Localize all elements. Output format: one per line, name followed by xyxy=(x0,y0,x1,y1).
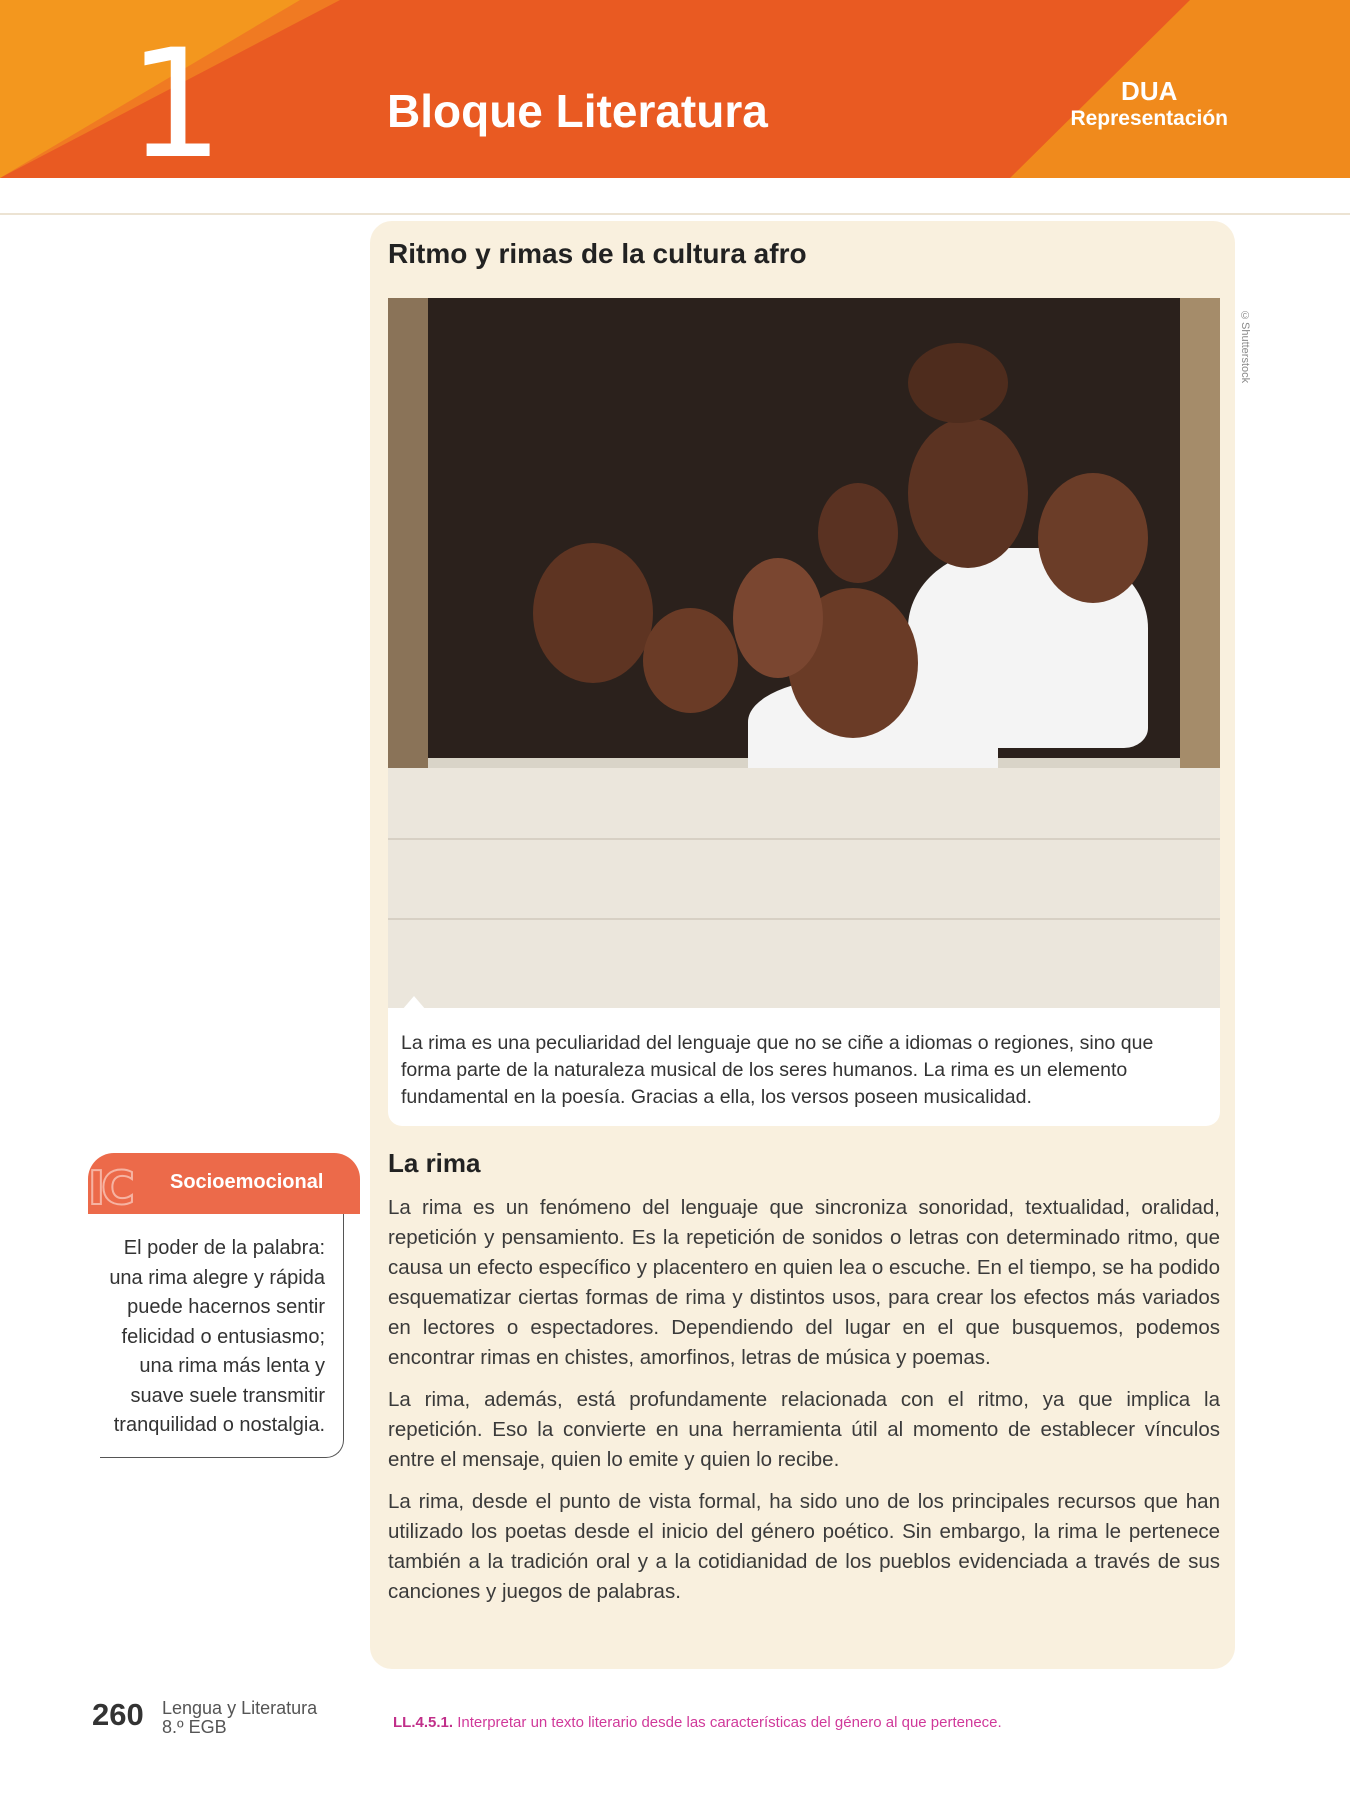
paragraph: La rima, desde el punto de vista formal, ha sido uno de los principales recursos que han utilizado los poetas desde el inicio del género poético. Sin embargo, la rima le pertenece también a la tradición oral y a la cotidianidad de los pueblos evidenciada a través de sus canciones y juegos de palabras. xyxy=(388,1490,1220,1603)
photo-wall-line xyxy=(388,838,1220,840)
socioemocional-label: Socioemocional xyxy=(170,1171,324,1193)
photo-child-face xyxy=(908,418,1028,568)
header-divider xyxy=(0,213,1350,215)
page-number: 260 xyxy=(92,1697,144,1732)
photo-child-face xyxy=(818,483,898,583)
learning-standard xyxy=(393,1714,1002,1731)
dua-label xyxy=(1070,76,1228,132)
photo-caption: La rima es una peculiaridad del lenguaje que no se ciñe a idiomas o regiones, sino que forma parte de la naturaleza musical de los seres humanos. La rima es un elemento fundamental en la poesía. Gracias a ella, los versos poseen musicalidad. xyxy=(401,1032,1154,1108)
book-subject: Lengua y Literatura xyxy=(162,1698,318,1718)
photo-child-face xyxy=(533,543,653,683)
photo-wall xyxy=(388,768,1220,1010)
paragraph: La rima, además, está profundamente relacionada con el ritmo, ya que implica la repetición. Eso la convierte en una herramienta útil al momento de establecer vínculos entre el mensaje, quien lo emite y quien lo recibe. xyxy=(388,1388,1220,1471)
photo-caption-box xyxy=(388,1008,1220,1126)
section-title: La rima xyxy=(388,1148,481,1178)
body-text xyxy=(388,1193,1220,1619)
paragraph: La rima es un fenómeno del lenguaje que sincroniza sonoridad, textualidad, oralidad, repetición y pensamiento. Es la repetición de sonidos o letras con determinado ritmo, que causa un efecto específico y placentero en quien lea o escuche. En el tiempo, se ha podido esquematizar ciertas formas de rima y distintos usos, para crear los efectos más variados en lectores o espectadores. Dependiendo del lugar en el que busquemos, podemos encontrar rimas en chistes, amorfinos, letras de música y poemas. xyxy=(388,1196,1220,1369)
photo-wall-line xyxy=(388,918,1220,920)
chapter-header xyxy=(0,0,1350,178)
ic-icon: IC xyxy=(88,1161,131,1215)
photo-child-face xyxy=(733,558,823,678)
photo-child-face xyxy=(908,343,1008,423)
photo-child-face xyxy=(1038,473,1148,603)
photo-window-frame-right xyxy=(1180,298,1220,768)
dua-title: DUA xyxy=(1121,76,1178,106)
dua-subtitle: Representación xyxy=(1070,107,1228,130)
children-window-photo xyxy=(388,298,1220,1010)
standard-code: LL.4.5.1. xyxy=(393,1714,454,1731)
photo-child-face xyxy=(643,608,738,713)
block-number: 1 xyxy=(128,18,224,178)
book-title xyxy=(162,1699,317,1737)
block-title: Bloque Literatura xyxy=(387,85,768,137)
standard-text: Interpretar un texto literario desde las características del género al que pertenece. xyxy=(453,1714,1002,1731)
socioemocional-text: El poder de la palabra: una rima alegre y rápida puede hacernos sentir felicidad o entusiasmo; una rima más lenta y suave suele transmitir tranquilidad o nostalgia. xyxy=(109,1237,325,1436)
photo-credit: ©Shutterstock xyxy=(1239,310,1251,384)
socioemocional-tab xyxy=(88,1153,360,1214)
card-title: Ritmo y rimas de la cultura afro xyxy=(388,238,807,269)
book-grade: 8.º EGB xyxy=(162,1717,227,1737)
socioemocional-box xyxy=(100,1214,344,1458)
photo-window-frame-left xyxy=(388,298,428,768)
